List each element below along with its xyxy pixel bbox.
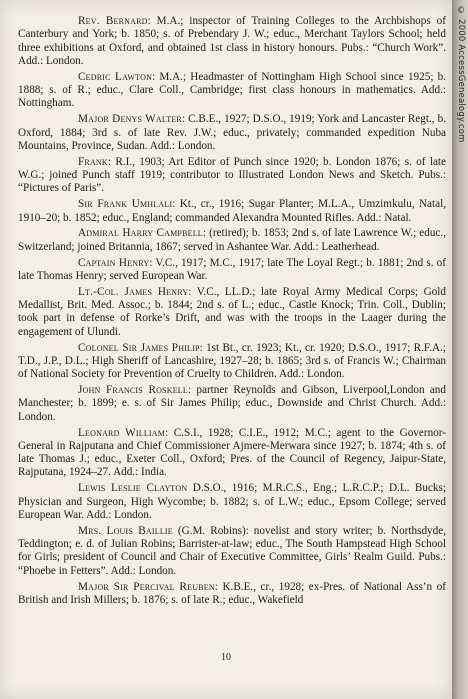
entry-14 (18, 581, 446, 608)
entry-name: Leonard William (78, 426, 166, 439)
entry-text: (G.M. Robins): novelist and story writer; b. Northsdyde, Teddington; e. d. of Julian Robins; Barrister-at-law; educ., The South Hampstead High School for Girls; president of Council and Chair of Executive Committee, Girls’ Realm Guild. Pubs.: “Phoebe in Fetters”. Add.: London. (18, 524, 446, 577)
entry-name: Captain Henry (78, 256, 150, 269)
entry-4 (18, 156, 446, 196)
entry-text: D.S.O., 1916; M.R.C.S., Eng.; L.R.C.P.; D.L. Bucks; Physician and Surgeon, High Wycombe; b. 1882; s. of L.W.; educ., Epsom College; served European War. Add.: London. (18, 482, 446, 521)
entry-text: : M.A.; inspector of Training Colleges to the Archbishops of Canterbury and York; b. 1850; s. of Prebendary J. W.; educ., Merchant Taylors School; held three exhibitions at Oxford, and obtained 1st class in history honours. Pubs.: “Church Work”. Add.: London. (18, 15, 446, 67)
entry-5 (18, 198, 446, 225)
entry-name: Major Sir Percival Reuben (78, 580, 215, 593)
entry-6 (18, 227, 446, 254)
entry-text: : R.I., 1903; Art Editor of Punch since 1920; b. London 1876; s. of late W.G.; joined Punch staff 1919; contributor to Illustrated London News and Sketch. Pubs.: “Pictures of Paris”. (18, 155, 446, 195)
entries-list (18, 15, 446, 610)
entry-3 (18, 113, 446, 153)
page-number: 10 (221, 652, 231, 663)
entry-name: Frank (78, 155, 108, 168)
entry-text: : (retired); b. 1853; 2nd s. of late Lawrence W.; educ., Switzerland; joined Britannia, 1867; served in Ashantee War. Add.: Leatherhead. (18, 227, 446, 253)
entry-12 (18, 482, 446, 522)
entry-7 (18, 257, 446, 284)
entry-text: : K.B.E., cr., 1928; ex-Pres. of National Ass’n of British and Irish Millers; b. 1876; s. of late R.; educ., Wakefield (18, 580, 446, 606)
entry-text: : C.S.I., 1928; C.I.E., 1912; M.C.; agent to the Governor-General in Rajputana and Chief Commissioner Ajmere-Merwara since 1927; b. 1874; 4th s. of late Thomas J.; educ., Exeter Coll., Oxford; Pres. of the Council of Regency, Jaipur-State, Rajputana, 1924–27. Add.: India. (18, 426, 447, 479)
entry-text: : Kt., cr., 1916; Sugar Planter; M.L.A., Umzimkulu, Natal, 1910–20; b. 1852; educ., England; commanded Alexandra Mounted Rifles. Add.: Natal. (18, 198, 446, 224)
entry-name: Admiral Harry Campbell (78, 227, 203, 240)
entry-name: Sir Frank Umhlali (78, 198, 173, 211)
entry-name: Cedric Lawton (78, 70, 153, 83)
entry-text: : M.A.; Headmaster of Nottingham High School since 1925; b. 1888; s. of R.; educ., Clare Coll., Cambridge; first class honours in mathematics. Add.: Nottingham. (18, 70, 446, 110)
entry-text: : C.B.E., 1927; D.S.O., 1919; York and Lancaster Regt., b. Oxford, 1884; 3rd s. of late Rev. J.W.; educ., privately; commanded expedition Nuba Mountains, Province, Sudan. Add.: London. (18, 113, 446, 152)
copyright-watermark: © 2000 AccessGenealogy.com (456, 6, 466, 143)
entry-9 (18, 342, 446, 382)
entry-13 (18, 525, 446, 578)
entry-2 (18, 71, 446, 111)
entry-name: Colonel Sir James Philip (78, 341, 200, 354)
entry-text: : V.C., 1917; M.C., 1917; late The Loyal Regt.; b. 1881; 2nd s. of late Thomas Henry; served European War. (18, 256, 446, 282)
entry-text: : 1st Bt., cr. 1923; Kt., cr. 1920; D.S.O., 1917; R.F.A.; T.D., J.P., D.L.; High Sheriff of Lancashire, 1927–28; b. 1865; 3rd s. of Francis W.; Chairman of National Society for Prevention of Cruelty to Children. Add.: London. (18, 341, 446, 381)
entry-name: John Francis Roskell (78, 384, 188, 397)
entry-name: Mrs. Louis Baillie (78, 524, 173, 537)
entry-text: : partner Reynolds and Gibson, Liverpool,London and Manchester; b. 1899; e. s. of Sir James Philip; educ., Downside and Christ Church. Add.: London. (18, 384, 446, 423)
entry-name: Major Denys Walter (78, 113, 182, 126)
entry-name: Rev. Bernard (78, 15, 148, 27)
entry-8 (18, 286, 446, 339)
entry-name: Lewis Leslie Clayton (78, 482, 188, 495)
entry-name: Lt.-Col. James Henry (78, 285, 189, 298)
entry-10 (18, 384, 446, 424)
entry-1 (18, 15, 446, 68)
entry-text: : V.C., LL.D.; late Royal Army Medical Corps; Gold Medallist, Brit. Med. Assoc.; b. 1844; 2nd s. of L.; educ., Castle Knock; Trin. Coll., Dublin; took part in defense of Rorke’s Drift, and was with the troops in the Laager during the engagement of Ulundi. (18, 285, 446, 338)
entry-11 (18, 427, 446, 480)
